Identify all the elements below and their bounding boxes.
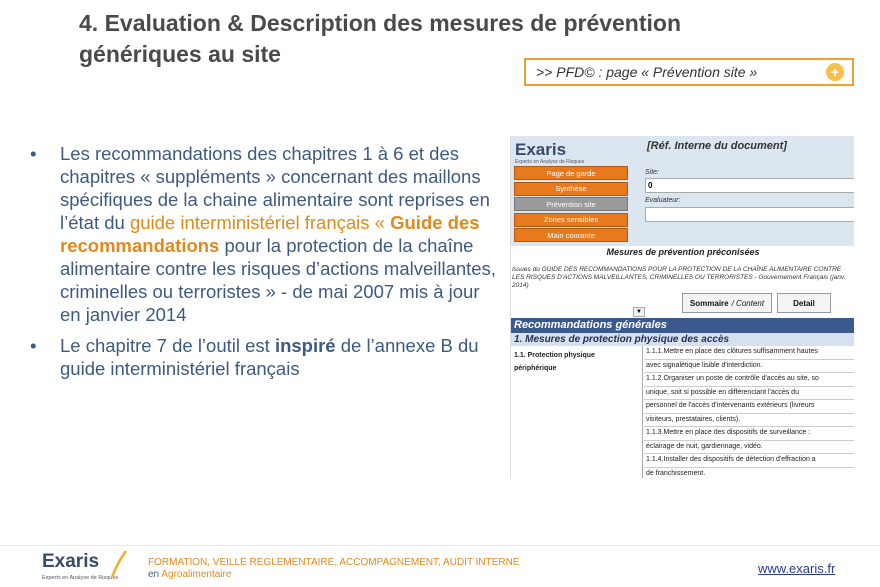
nav-page-de-garde-button[interactable]: Page de garde bbox=[514, 166, 628, 180]
footer-divider bbox=[0, 545, 880, 546]
embedded-ref-title: [Réf. Interne du document] bbox=[647, 140, 787, 152]
sommaire-button[interactable] bbox=[682, 293, 772, 313]
evaluateur-label: Evaluateur: bbox=[645, 197, 681, 204]
embedded-logo-subtitle: Experts en Analyse de Risques bbox=[515, 159, 585, 165]
table-rows bbox=[644, 346, 854, 478]
footer-line-1: FORMATION, VEILLE REGLEMENTAIRE, ACCOMPAGNEMENT, AUDIT INTERNE bbox=[148, 557, 520, 568]
zoom-icon[interactable]: + bbox=[826, 63, 844, 81]
category-line-2: périphérique bbox=[514, 365, 557, 372]
bullet-item-1 bbox=[30, 142, 500, 326]
recommandations-band: Recommandations générales bbox=[511, 318, 854, 333]
table-row: avec signalétique lisible d'interdiction. bbox=[644, 360, 854, 374]
footer-agro-link: Agroalimentaire bbox=[161, 569, 232, 580]
sommaire-content-label: / Content bbox=[731, 298, 765, 308]
bullet-2-text-b: de l’annexe B du guide interministériel français bbox=[60, 335, 479, 379]
site-label: Site: bbox=[645, 169, 660, 176]
bullet-dot-icon: • bbox=[30, 143, 37, 164]
dropdown-arrow-icon[interactable]: ▼ bbox=[633, 307, 645, 317]
table-category-cell bbox=[511, 346, 643, 478]
logo-swoosh-icon bbox=[108, 549, 128, 579]
bullet-dot-icon: • bbox=[30, 335, 37, 356]
bullet-2-text-a: Le chapitre 7 de l’outil est bbox=[60, 335, 275, 356]
bullet-item-2 bbox=[30, 334, 500, 380]
guide-link[interactable]: guide interministériel français bbox=[129, 212, 370, 233]
table-row: unique, soit si possible en différenciant l'accès du bbox=[644, 387, 854, 401]
pfd-link-box[interactable] bbox=[524, 58, 854, 86]
evaluateur-field[interactable] bbox=[645, 207, 854, 222]
bullet-2-emphasis: inspiré bbox=[274, 335, 336, 356]
table-row: visiteurs, prestataires, clients). bbox=[644, 414, 854, 428]
sommaire-label: Sommaire bbox=[689, 298, 729, 308]
footer-line-2-prefix: en bbox=[148, 569, 162, 580]
embedded-tool-screenshot bbox=[510, 136, 854, 478]
footer-logo: Exaris bbox=[42, 551, 100, 572]
table-row: de franchissement. bbox=[644, 468, 854, 479]
embedded-nav bbox=[514, 166, 628, 244]
table-row: 1.1.4.Installer des dispositifs de détection d'effraction a bbox=[644, 454, 854, 468]
nav-prevention-site-button[interactable]: Prévention site bbox=[514, 197, 628, 211]
mesures-title: Mesures de prévention préconisées bbox=[606, 247, 760, 257]
footer-website-link[interactable]: www.exaris.fr bbox=[758, 561, 836, 576]
table-row: 1.1.3.Mettre en place des dispositifs de surveillance : bbox=[644, 427, 854, 441]
nav-main-courante-button[interactable]: Main courante bbox=[514, 228, 628, 242]
bullet-1-text-b: pour la protection de la chaîne alimentaire contre les risques d’actions malveillantes, criminelles ou terroristes » - de mai 2007 mis à jour en janvier 2014 bbox=[60, 235, 496, 325]
guide-title-emphasis: Guide des recommandations bbox=[60, 212, 480, 256]
bullet-1-text-a: Les recommandations des chapitres 1 à 6 et des chapitres « suppléments » concernant des maillons spécifiques de la chaine alimentaire sont reprises en l’état du bbox=[60, 143, 490, 233]
mesures-protection-band: 1. Mesures de protection physique des accès bbox=[511, 333, 854, 346]
table-row: personnel de l'accès d'intervenants extérieurs (livreurs bbox=[644, 400, 854, 414]
issue-text: Issues du GUIDE DES RECOMMANDATIONS POUR LA PROTECTION DE LA CHAÎNE ALIMENTAIRE CONTRE LES RISQUES D'ACTIONS MALVEILLANTES, CRIMINELLES OU TERRORISTES - Gouvernement Français (janv. 2014) bbox=[512, 266, 846, 289]
footer-tagline bbox=[148, 557, 520, 581]
footer-logo-subtitle: Experts en Analyse de Risques bbox=[42, 575, 119, 581]
pfd-link-text[interactable]: >> PFD© : page « Prévention site » bbox=[536, 64, 758, 80]
table-row: éclairage de nuit, gardiennage, vidéo. bbox=[644, 441, 854, 455]
site-field[interactable]: 0 bbox=[645, 178, 854, 193]
slide-title: 4. Evaluation & Description des mesures de prévention génériques au site bbox=[79, 10, 682, 67]
bullet-list bbox=[30, 142, 500, 388]
nav-zones-sensibles-button[interactable]: Zones sensibles bbox=[514, 213, 628, 227]
category-line-1: 1.1. Protection physique bbox=[514, 352, 595, 359]
detail-button[interactable]: Detail bbox=[777, 293, 831, 313]
bullet-1-quote: « bbox=[369, 212, 391, 233]
nav-synthese-button[interactable]: Synthèse bbox=[514, 182, 628, 196]
table-row: 1.1.2.Organiser un poste de contrôle d'accès au site, so bbox=[644, 373, 854, 387]
table-row: 1.1.1.Mettre en place des clôtures suffisamment hautes bbox=[644, 346, 854, 360]
embedded-logo: Exaris bbox=[515, 140, 567, 159]
